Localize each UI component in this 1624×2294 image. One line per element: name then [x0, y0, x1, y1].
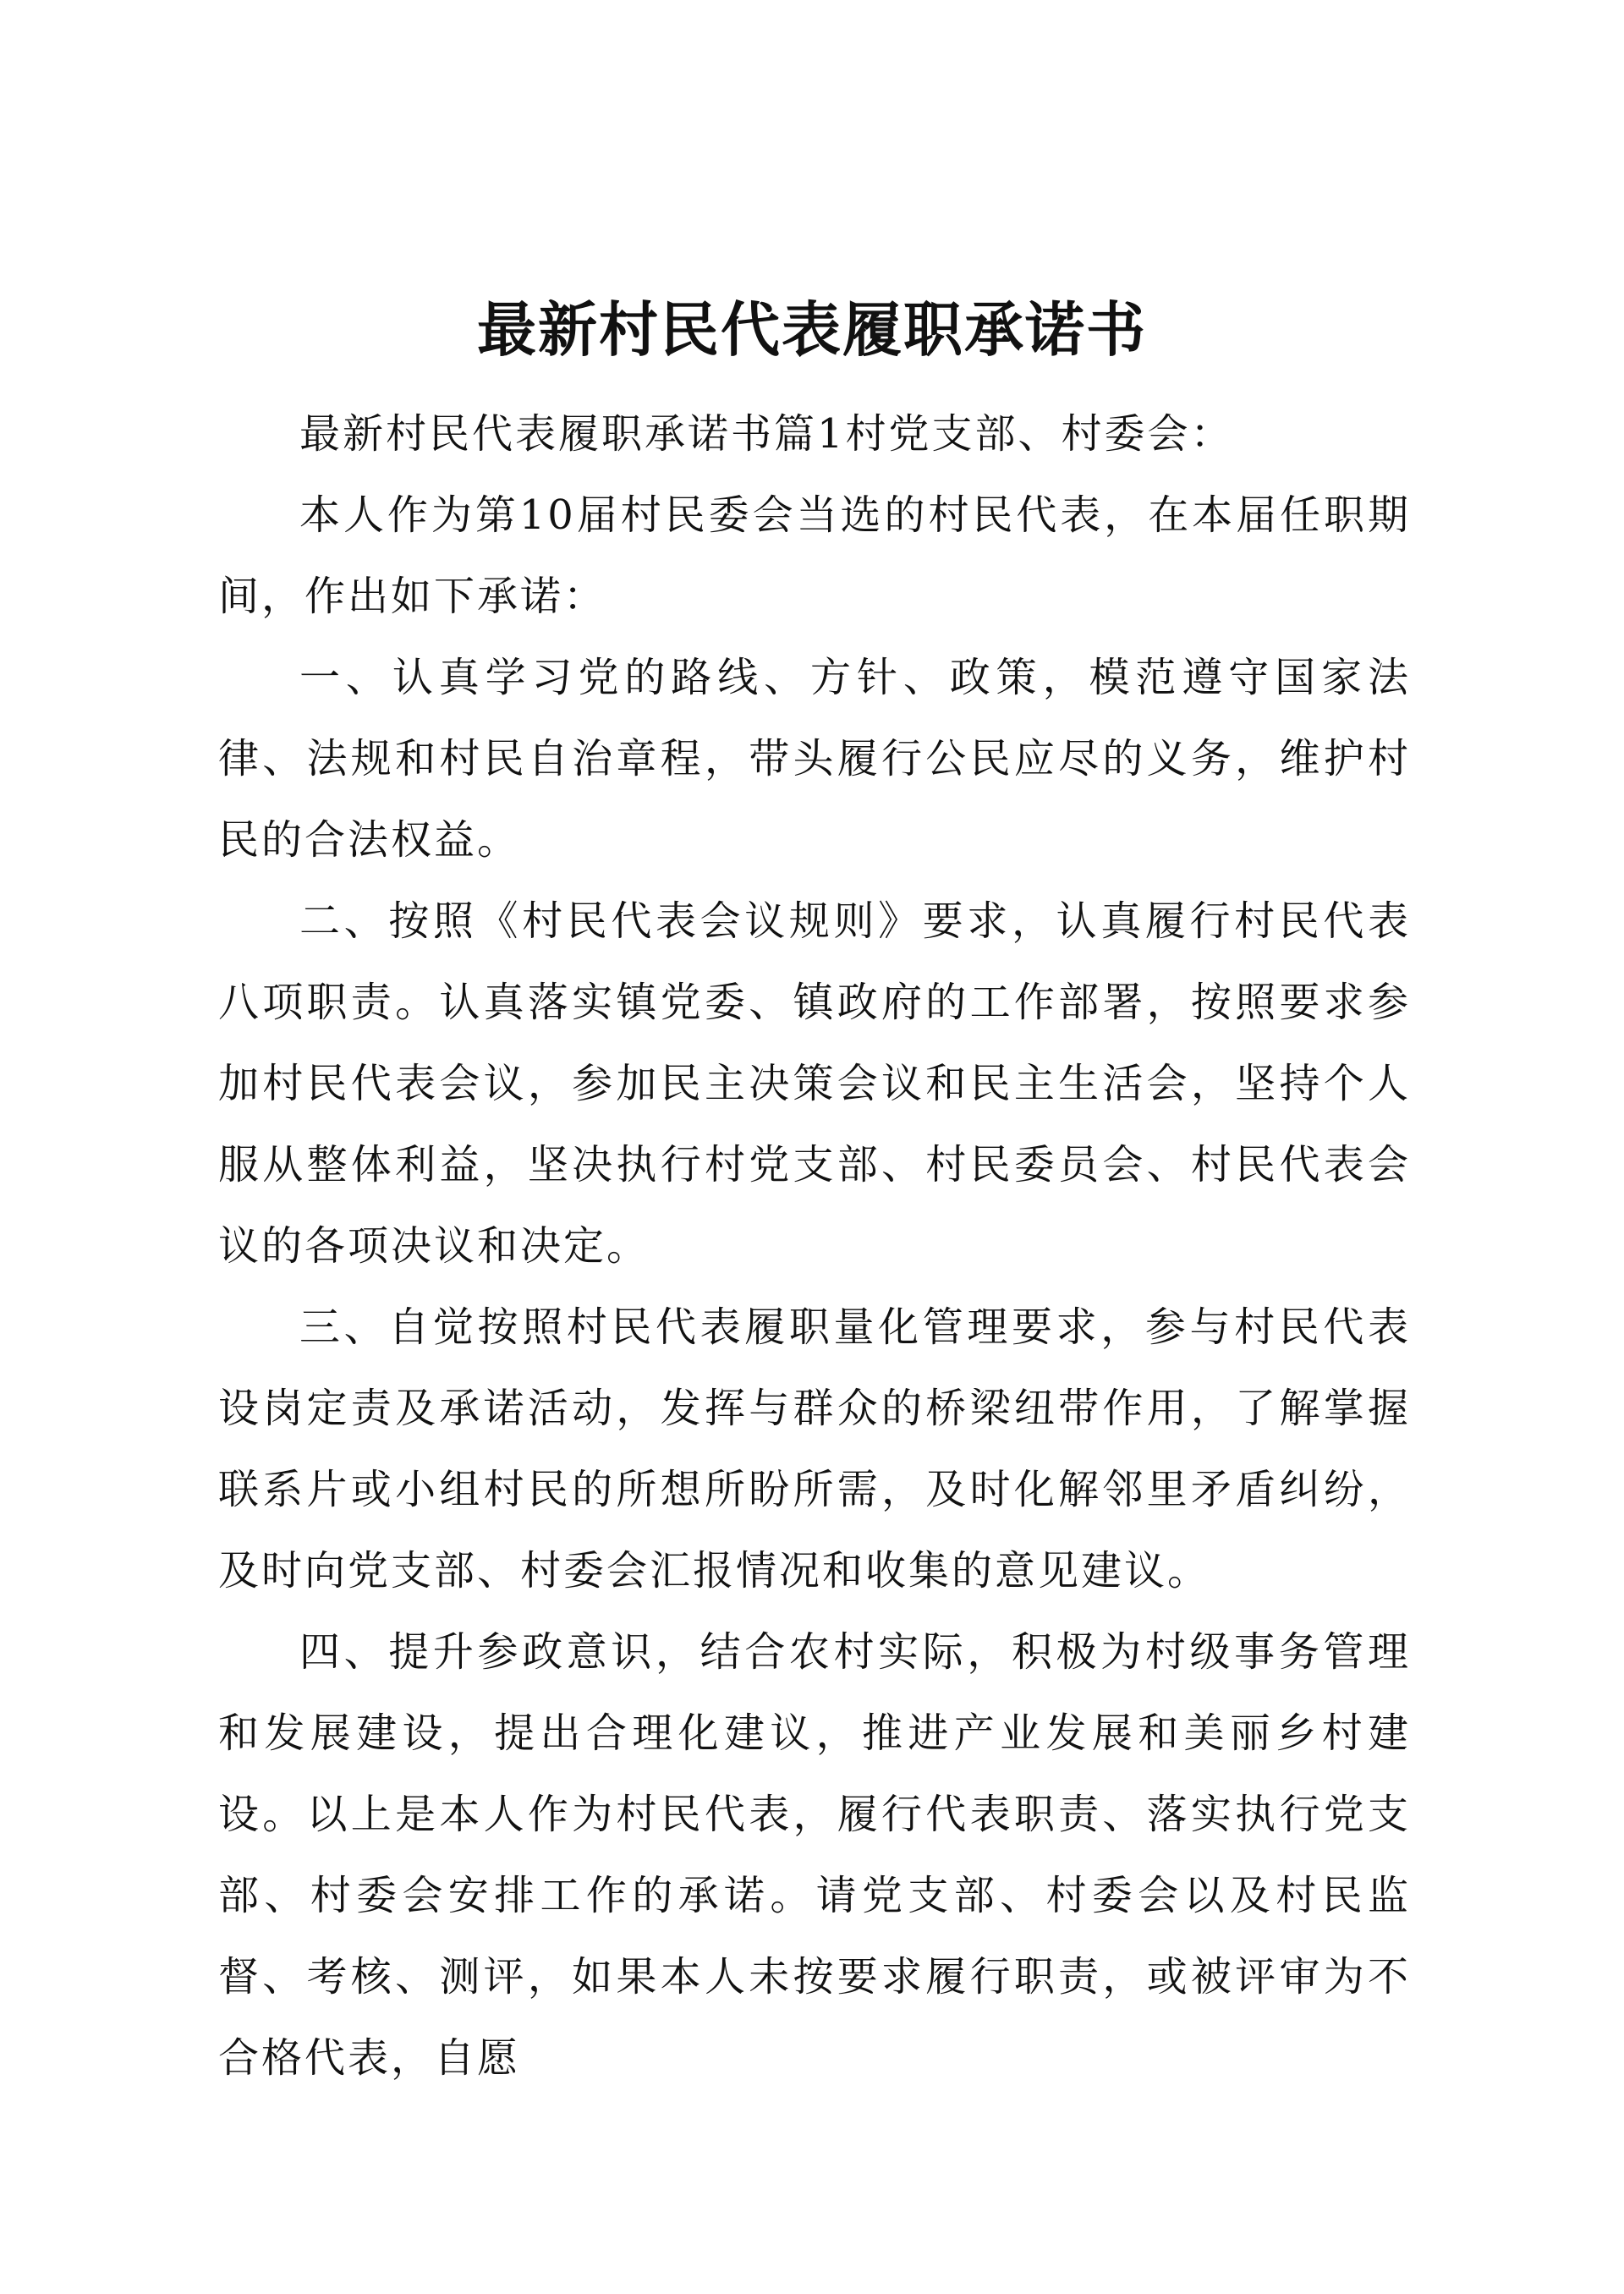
document-body — [218, 393, 1411, 2099]
paragraph-item-2: 二、按照《村民代表会议规则》要求，认真履行村民代表八项职责。认真落实镇党委、镇政府的工作部署，按照要求参加村民代表会议，参加民主决策会议和民主生活会，坚持个人服从整体利益，坚决执行村党支部、村民委员会、村民代表会议的各项决议和决定。 — [218, 897, 1411, 1270]
paragraph-intro: 本人作为第10届村民委会当选的村民代表，在本届任职期间，作出如下承诺： — [218, 491, 1411, 620]
paragraph-item-3: 三、自觉按照村民代表履职量化管理要求，参与村民代表设岗定责及承诺活动，发挥与群众的桥梁纽带作用，了解掌握联系片或小组村民的所想所盼所需，及时化解邻里矛盾纠纷，及时向党支部、村委会汇报情况和收集的意见建议。 — [218, 1303, 1411, 1594]
paragraph-salutation: 最新村民代表履职承诺书篇1村党支部、村委会： — [299, 410, 1234, 458]
paragraph-item-4: 四、提升参政意识，结合农村实际，积极为村级事务管理和发展建设，提出合理化建议，推进产业发展和美丽乡村建设。以上是本人作为村民代表，履行代表职责、落实执行党支部、村委会安排工作的承诺。请党支部、村委会以及村民监督、考核、测评，如果本人未按要求履行职责，或被评审为不合格代表，自愿 — [218, 1628, 1411, 2082]
document-title: 最新村民代表履职承诺书 — [477, 294, 1147, 365]
paragraph-item-1: 一、认真学习党的路线、方针、政策，模范遵守国家法律、法规和村民自治章程，带头履行公民应尽的义务，维护村民的合法权益。 — [218, 654, 1411, 864]
